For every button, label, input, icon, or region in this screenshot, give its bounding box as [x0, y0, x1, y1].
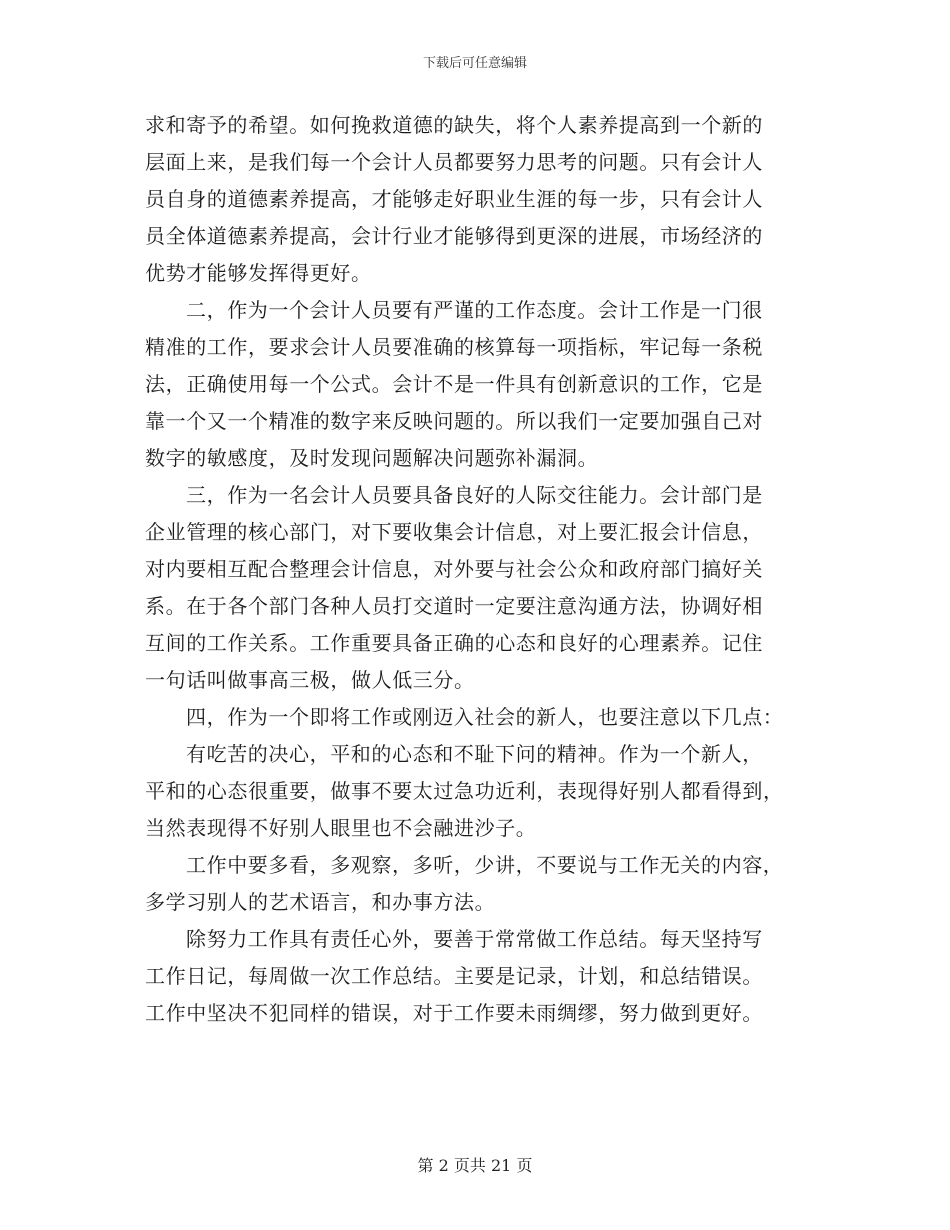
text-line: 求和寄予的希望。如何挽救道德的缺失，将个人素养提高到一个新的: [145, 113, 763, 137]
text-line: 优势才能够发挥得更好。: [145, 261, 372, 285]
text-line: 精准的工作，要求会计人员要准确的核算每一项指标，牢记每一条税: [145, 335, 763, 359]
text-line: 除努力工作具有责任心外，要善于常常做工作总结。每天坚持写: [186, 927, 763, 951]
text-line: 有吃苦的决心，平和的心态和不耻下问的精神。作为一个新人，: [186, 742, 763, 766]
text-line: 系。在于各个部门各种人员打交道时一定要注意沟通方法，协调好相: [145, 594, 763, 618]
text-line: 工作日记，每周做一次工作总结。主要是记录，计划，和总结错误。: [145, 964, 763, 988]
page-header: 下载后可任意编辑: [422, 56, 527, 71]
text-line: 工作中要多看，多观察，多听，少讲，不要说与工作无关的内容，: [186, 853, 784, 877]
text-line: 平和的心态很重要，做事不要太过急功近利，表现得好别人都看得到，: [145, 779, 784, 803]
text-line: 二，作为一个会计人员要有严谨的工作态度。会计工作是一门很: [186, 298, 763, 322]
text-line: 当然表现得不好别人眼里也不会融进沙子。: [145, 816, 537, 840]
text-line: 多学习别人的艺术语言，和办事方法。: [145, 890, 496, 914]
text-line: 员全体道德素养提高，会计行业才能够得到更深的进展，市场经济的: [145, 224, 763, 248]
text-line: 一句话叫做事高三极，做人低三分。: [145, 668, 475, 692]
text-line: 层面上来，是我们每一个会计人员都要努力思考的问题。只有会计人: [145, 150, 763, 174]
text-line: 三，作为一名会计人员要具备良好的人际交往能力。会计部门是: [186, 483, 763, 507]
text-line: 数字的敏感度，及时发现问题解决问题弥补漏洞。: [145, 446, 599, 470]
text-line: 企业管理的核心部门，对下要收集会计信息，对上要汇报会计信息，: [145, 520, 763, 544]
text-line: 员自身的道德素养提高，才能够走好职业生涯的每一步，只有会计人: [145, 187, 763, 211]
document-body: [145, 107, 805, 1032]
text-line: 工作中坚决不犯同样的错误，对于工作要未雨绸缪，努力做到更好。: [145, 1001, 763, 1025]
text-line: 对内要相互配合整理会计信息，对外要与社会公众和政府部门搞好关: [145, 557, 763, 581]
text-line: 四，作为一个即将工作或刚迈入社会的新人，也要注意以下几点：: [186, 705, 784, 729]
text-line: 靠一个又一个精准的数字来反映问题的。所以我们一定要加强自己对: [145, 409, 763, 433]
page-footer: 第 2 页共 21 页: [417, 1156, 533, 1175]
text-line: 法，正确使用每一个公式。会计不是一件具有创新意识的工作，它是: [145, 372, 763, 396]
text-line: 互间的工作关系。工作重要具备正确的心态和良好的心理素养。记住: [145, 631, 763, 655]
